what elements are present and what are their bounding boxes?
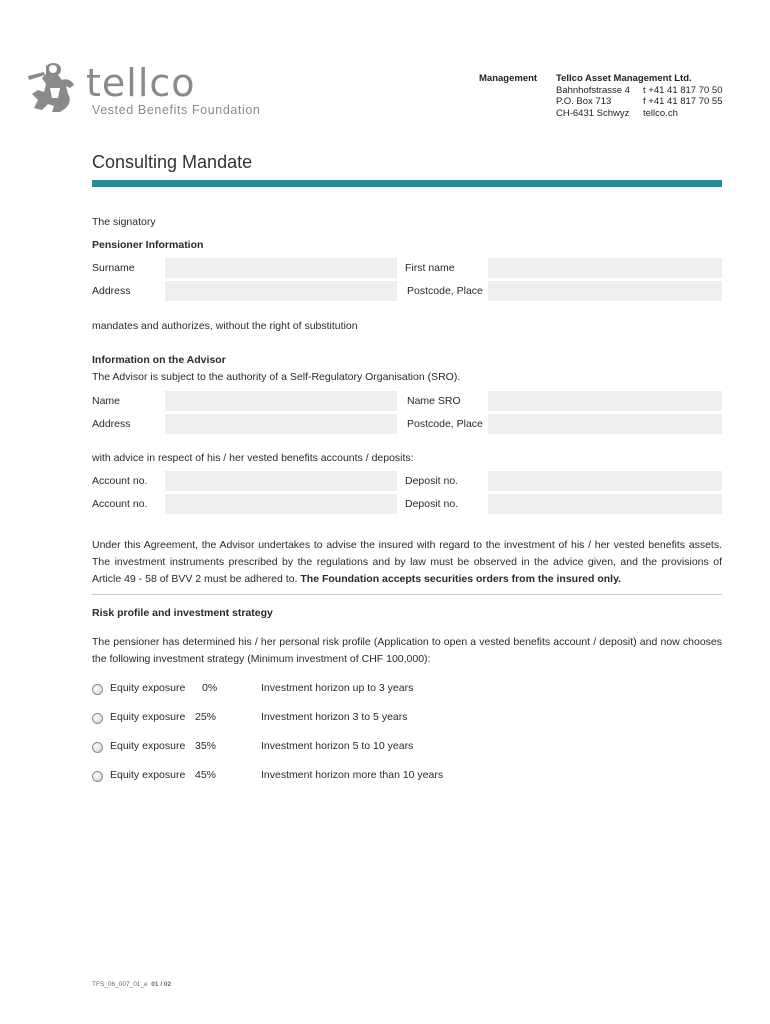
header-pobox: P.O. Box 713 — [556, 96, 612, 107]
radio-button[interactable] — [92, 684, 103, 695]
header-contact — [643, 85, 723, 120]
agreement-paragraph — [92, 537, 722, 588]
equity-percent: 25% — [195, 711, 217, 723]
account-label-1: Account no. — [92, 475, 148, 487]
header-street: Bahnhofstrasse 4 — [556, 84, 630, 96]
agreement-bold-text: The Foundation accepts securities orders from the insured only. — [300, 573, 622, 585]
deposit-field-2[interactable] — [488, 494, 722, 514]
first-name-label: First name — [405, 262, 455, 274]
equity-percent: 0% — [202, 682, 218, 694]
investment-horizon: Investment horizon more than 10 years — [261, 769, 444, 781]
title-accent-bar — [92, 180, 722, 187]
advisor-address-label: Address — [92, 418, 131, 430]
surname-label: Surname — [92, 262, 135, 274]
name-sro-field[interactable] — [488, 391, 722, 411]
page-title: Consulting Mandate — [92, 152, 253, 172]
section-divider — [92, 594, 722, 595]
investment-horizon: Investment horizon up to 3 years — [261, 682, 414, 694]
pensioner-heading: Pensioner Information — [92, 239, 204, 251]
equity-label: Equity exposure — [110, 740, 186, 752]
pensioner-address-label: Address — [92, 285, 131, 297]
deposit-label-2: Deposit no. — [405, 498, 459, 510]
header-department: Management — [479, 73, 538, 84]
pensioner-postcode-field[interactable] — [488, 281, 722, 301]
first-name-field[interactable] — [488, 258, 722, 278]
account-field-1[interactable] — [165, 471, 397, 491]
header-fax: f +41 41 817 70 55 — [643, 96, 723, 107]
risk-heading: Risk profile and investment strategy — [92, 607, 273, 619]
form-code: TFS_06_007_01_e — [92, 981, 148, 988]
investment-horizon: Investment horizon 3 to 5 years — [261, 711, 408, 723]
radio-button[interactable] — [92, 713, 103, 724]
equity-label: Equity exposure — [110, 711, 186, 723]
logo-subtitle: Vested Benefits Foundation — [92, 103, 261, 117]
equity-label: Equity exposure — [110, 769, 186, 781]
investment-horizon: Investment horizon 5 to 10 years — [261, 740, 414, 752]
footer — [92, 981, 171, 988]
account-label-2: Account no. — [92, 498, 148, 510]
risk-text: The pensioner has determined his / her personal risk profile (Application to open a vested benefits account / deposit) and now chooses the following investment strategy (Minimum investment of CHF 100,000): — [92, 636, 722, 665]
radio-button[interactable] — [92, 742, 103, 753]
advisor-heading: Information on the Advisor — [92, 354, 226, 366]
advisor-name-label: Name — [92, 395, 121, 407]
pensioner-address-field[interactable] — [165, 281, 397, 301]
account-field-2[interactable] — [165, 494, 397, 514]
advisor-postcode-field[interactable] — [488, 414, 722, 434]
knight-figure-icon — [26, 58, 84, 116]
equity-percent: 45% — [195, 769, 217, 781]
agreement-text: Under this Agreement, the Advisor undertakes to advise the insured with regard to the investment of his / her vested benefits assets. The investment instruments prescribed by the regulations and by law must be observed in the advice given, and the provisions of Article 49 - 58 of BVV 2 must be adhered to. — [92, 539, 722, 585]
pensioner-postcode-label: Postcode, Place — [407, 285, 483, 297]
equity-percent: 35% — [195, 740, 217, 752]
surname-field[interactable] — [165, 258, 397, 278]
advisor-name-field[interactable] — [165, 391, 397, 411]
header-company: Tellco Asset Management Ltd. — [556, 73, 692, 84]
signatory-label: The signatory — [92, 216, 156, 228]
advisor-postcode-label: Postcode, Place — [407, 418, 483, 430]
header-phone: t +41 41 817 70 50 — [643, 84, 723, 96]
advice-text: with advice in respect of his / her vested benefits accounts / deposits: — [92, 452, 414, 464]
header-city: CH-6431 Schwyz — [556, 107, 630, 119]
advisor-address-field[interactable] — [165, 414, 397, 434]
page-number: 01 / 02 — [151, 981, 172, 988]
logo-wordmark: tellco — [86, 61, 196, 105]
deposit-label-1: Deposit no. — [405, 475, 459, 487]
radio-button[interactable] — [92, 771, 103, 782]
equity-label: Equity exposure — [110, 682, 186, 694]
header-web: tellco.ch — [643, 107, 678, 119]
mandate-text: mandates and authorizes, without the right of substitution — [92, 320, 358, 332]
name-sro-label: Name SRO — [407, 395, 461, 407]
deposit-field-1[interactable] — [488, 471, 722, 491]
advisor-subtext: The Advisor is subject to the authority of a Self-Regulatory Organisation (SRO). — [92, 371, 461, 383]
